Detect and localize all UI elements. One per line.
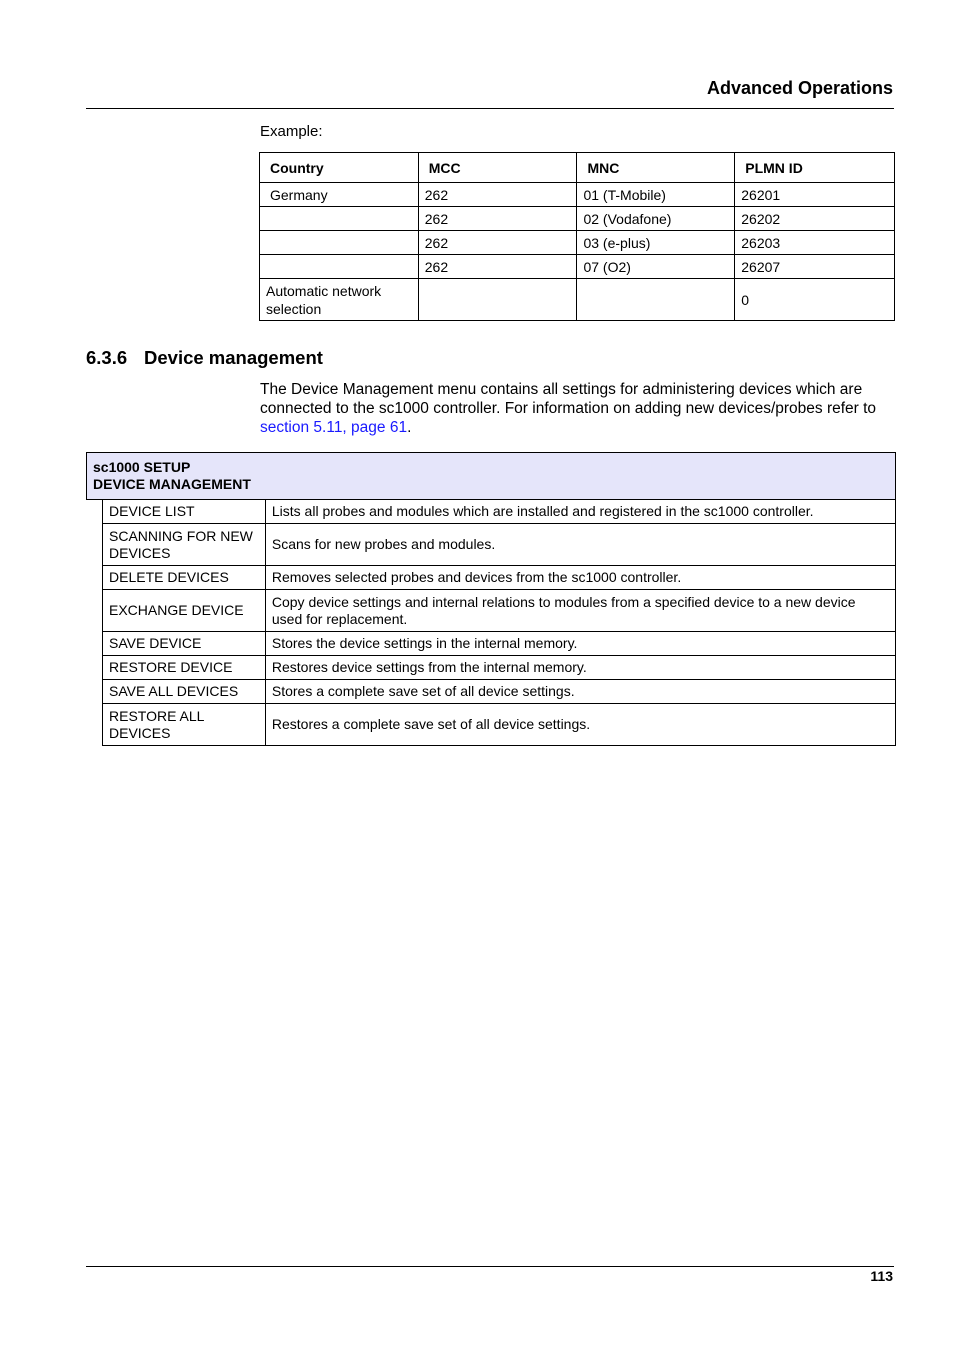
section-heading	[86, 347, 323, 369]
column-header-mnc: MNC	[577, 153, 735, 183]
table-row	[103, 500, 896, 524]
table-row	[260, 207, 895, 231]
section-number: 6.3.6	[86, 347, 128, 368]
footer-divider	[86, 1266, 894, 1267]
menu-option-description: Stores the device settings in the internal memory.	[265, 632, 895, 656]
table-row	[103, 632, 896, 656]
column-header-country: Country	[260, 153, 419, 183]
table-row	[260, 183, 895, 207]
example-label: Example:	[260, 123, 323, 140]
table-cell: 07 (O2)	[577, 255, 735, 279]
menu-option-name: SAVE ALL DEVICES	[103, 680, 266, 704]
menu-option-name: SAVE DEVICE	[103, 632, 266, 656]
column-header-mcc: MCC	[418, 153, 577, 183]
table-row	[103, 566, 896, 590]
table-cell	[418, 279, 577, 321]
table-cell: 26202	[735, 207, 895, 231]
table-row	[103, 704, 896, 746]
table-cell: 26207	[735, 255, 895, 279]
page-number: 113	[870, 1268, 893, 1284]
menu-option-name: RESTORE DEVICE	[103, 656, 266, 680]
table-cell	[260, 255, 419, 279]
menu-path-line-2: DEVICE MANAGEMENT	[93, 476, 251, 492]
table-cell: Automatic network selection	[260, 279, 419, 321]
intro-text: The Device Management menu contains all settings for administering devices which are connected to the sc1000 controller. For information on adding new devices/probes refer to	[260, 381, 877, 417]
header-divider	[86, 108, 894, 109]
menu-option-description: Removes selected probes and devices from the sc1000 controller.	[265, 566, 895, 590]
device-management-menu-table	[102, 499, 896, 746]
table-header-row	[260, 153, 895, 183]
menu-path-line-1: sc1000 SETUP	[93, 459, 191, 475]
menu-option-name: SCANNING FOR NEW DEVICES	[103, 524, 266, 566]
table-cell: 26201	[735, 183, 895, 207]
table-row	[103, 680, 896, 704]
table-row	[103, 590, 896, 632]
menu-option-description: Lists all probes and modules which are installed and registered in the sc1000 controller.	[265, 500, 895, 524]
table-cell: 262	[418, 255, 577, 279]
table-cell	[260, 231, 419, 255]
table-row	[103, 524, 896, 566]
table-row	[260, 279, 895, 321]
intro-text-end: .	[407, 419, 412, 436]
section-title: Device management	[144, 347, 323, 368]
section-reference-link[interactable]: section 5.11, page 61	[260, 419, 408, 436]
table-cell: 262	[418, 183, 577, 207]
mcc-example-table	[259, 152, 895, 321]
menu-option-description: Restores a complete save set of all device settings.	[265, 704, 895, 746]
table-cell: 262	[418, 231, 577, 255]
menu-option-name: RESTORE ALL DEVICES	[103, 704, 266, 746]
menu-option-name: EXCHANGE DEVICE	[103, 590, 266, 632]
table-cell: Germany	[260, 183, 419, 207]
menu-option-description: Restores device settings from the internal memory.	[265, 656, 895, 680]
table-cell	[577, 279, 735, 321]
table-cell: 26203	[735, 231, 895, 255]
table-cell	[260, 207, 419, 231]
menu-option-name: DEVICE LIST	[103, 500, 266, 524]
table-cell: 0	[735, 279, 895, 321]
menu-option-description: Stores a complete save set of all device settings.	[265, 680, 895, 704]
table-row	[260, 255, 895, 279]
menu-option-description: Scans for new probes and modules.	[265, 524, 895, 566]
page-header-title: Advanced Operations	[706, 78, 893, 98]
menu-option-description: Copy device settings and internal relations to modules from a specified device to a new device used for replacement.	[265, 590, 895, 632]
menu-path-header	[86, 452, 896, 500]
section-intro-paragraph	[260, 380, 894, 437]
table-cell: 02 (Vodafone)	[577, 207, 735, 231]
table-cell: 01 (T-Mobile)	[577, 183, 735, 207]
table-row	[260, 231, 895, 255]
table-row	[103, 656, 896, 680]
column-header-plmn-id: PLMN ID	[735, 153, 895, 183]
table-cell: 03 (e-plus)	[577, 231, 735, 255]
table-cell: 262	[418, 207, 577, 231]
menu-option-name: DELETE DEVICES	[103, 566, 266, 590]
